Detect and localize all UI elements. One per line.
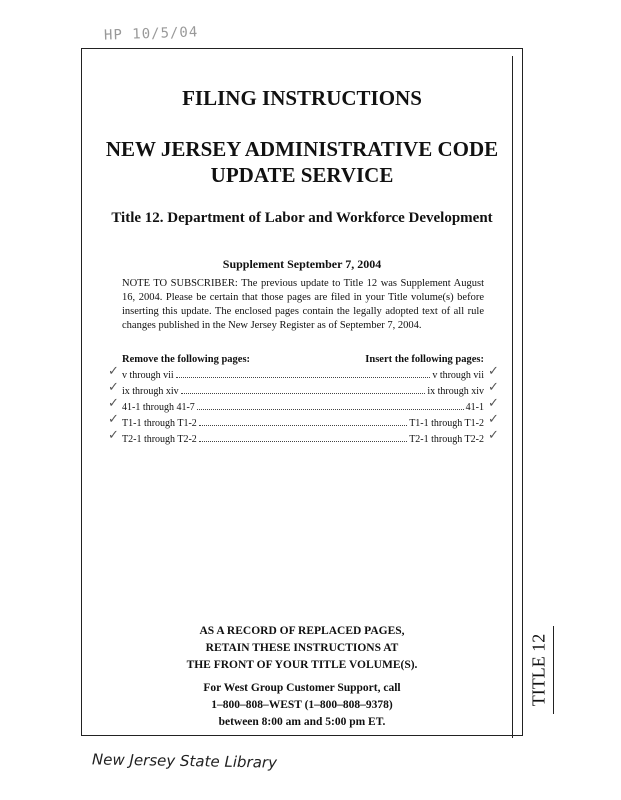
checkmark-icon: ✓	[488, 412, 499, 427]
page-row	[122, 368, 484, 382]
checkmark-icon: ✓	[488, 428, 499, 443]
leader-dots	[197, 400, 464, 410]
checkmark-icon: ✓	[108, 412, 119, 427]
subscriber-note: NOTE TO SUBSCRIBER: The previous update to Title 12 was Supplement August 16, 2004. Please be certain that those pages are filed in your Title volume(s) before inserting this update. The enclosed pages contain the legally adopted text of all rule changes published in the New Jersey Register as of September 7, 2004.	[122, 278, 484, 331]
leader-dots	[199, 416, 407, 426]
checkmark-icon: ✓	[108, 364, 119, 379]
code-title	[81, 136, 523, 188]
remove-pages: T1-1 through T1-2	[122, 418, 197, 429]
tab-rule	[553, 626, 554, 714]
checkmark-icon: ✓	[108, 380, 119, 395]
page-title: FILING INSTRUCTIONS	[182, 86, 422, 110]
page-row	[122, 416, 484, 430]
code-title-line2: UPDATE SERVICE	[210, 163, 394, 187]
insert-pages: T1-1 through T1-2	[409, 418, 484, 429]
record-line: AS A RECORD OF REPLACED PAGES,	[199, 625, 405, 637]
leader-dots	[176, 368, 431, 378]
supplement-date: Supplement September 7, 2004	[222, 257, 382, 271]
support-phone: 1–800–808–WEST (1–800–808–9378)	[211, 699, 393, 711]
insert-pages: T2-1 through T2-2	[409, 434, 484, 445]
record-line: RETAIN THESE INSTRUCTIONS AT	[205, 642, 399, 654]
insert-pages: 41-1	[465, 402, 484, 413]
insert-pages: v through vii	[432, 370, 484, 381]
remove-pages: 41-1 through 41-7	[122, 402, 195, 413]
leader-dots	[199, 432, 407, 442]
checkmark-icon: ✓	[108, 428, 119, 443]
record-line: THE FRONT OF YOUR TITLE VOLUME(S).	[186, 659, 418, 671]
subject-heading: Title 12. Department of Labor and Workforce Development	[111, 210, 493, 226]
insert-pages: ix through xiv	[427, 386, 484, 397]
page-row	[122, 400, 484, 414]
code-title-line1: NEW JERSEY ADMINISTRATIVE CODE	[105, 137, 499, 161]
checkmark-icon: ✓	[108, 396, 119, 411]
remove-pages: ix through xiv	[122, 386, 179, 397]
remove-header: Remove the following pages:	[122, 354, 251, 365]
tab-label: TITLE 12	[528, 633, 549, 707]
insert-header: Insert the following pages:	[365, 354, 484, 365]
page-row	[122, 384, 484, 398]
checkmark-icon: ✓	[488, 396, 499, 411]
support-info	[81, 680, 523, 731]
page-row	[122, 432, 484, 446]
handwritten-stamp: HP 10/5/04	[103, 24, 199, 44]
remove-pages: v through vii	[122, 370, 174, 381]
leader-dots	[181, 384, 426, 394]
support-line: For West Group Customer Support, call	[203, 682, 401, 694]
record-notice	[81, 623, 523, 674]
support-hours: between 8:00 am and 5:00 pm ET.	[218, 716, 386, 728]
remove-pages: T2-1 through T2-2	[122, 434, 197, 445]
checkmark-icon: ✓	[488, 380, 499, 395]
title-tab	[521, 626, 557, 714]
library-stamp: New Jersey State Library	[91, 750, 278, 772]
checkmark-icon: ✓	[488, 364, 499, 379]
